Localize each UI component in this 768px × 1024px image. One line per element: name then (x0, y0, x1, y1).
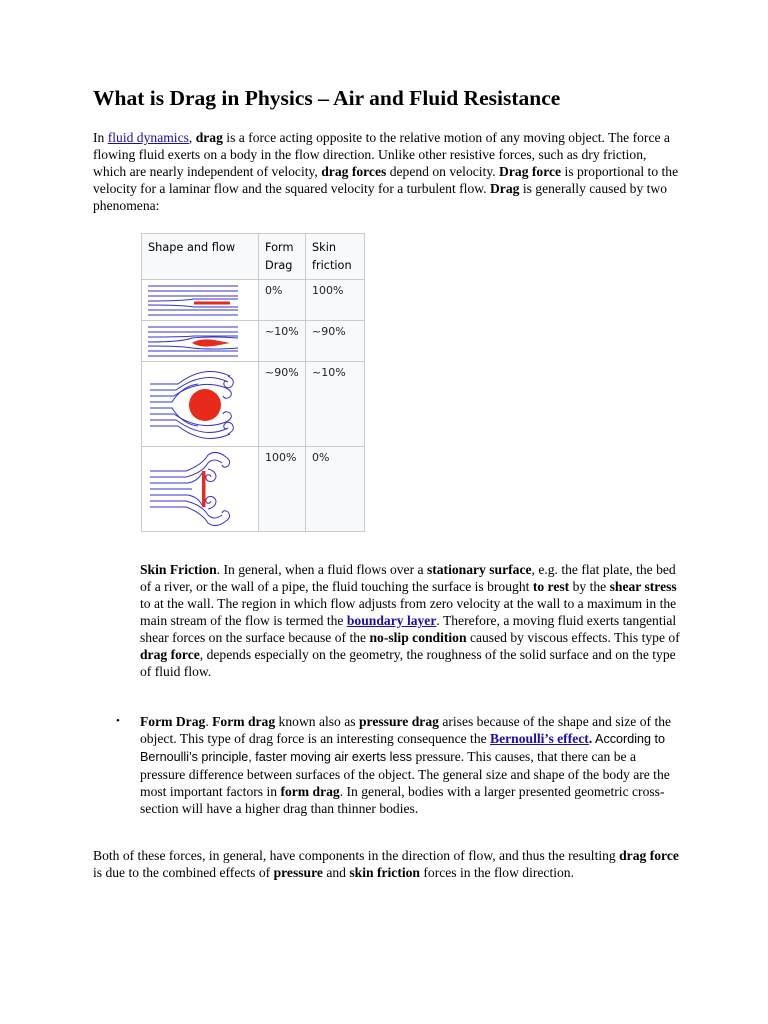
text: . (588, 731, 593, 746)
bold-term: form drag (280, 784, 340, 799)
shape-cell (142, 321, 259, 362)
flat-plate-parallel-flow-icon (142, 280, 246, 320)
bold-term: Drag force (499, 164, 562, 179)
intro-paragraph (93, 129, 683, 214)
text: by the (569, 579, 610, 594)
text: forces in the flow direction. (419, 865, 574, 880)
text: Both of these forces, in general, have components in the direction of flow, and thus the resulting (93, 848, 620, 863)
bernoulli-effect-link[interactable]: Bernoulli’s effect (490, 731, 589, 746)
skin-friction-value: 0% (306, 447, 365, 532)
bold-term: shear stress (609, 579, 677, 594)
skin-friction-value: 100% (306, 280, 365, 321)
bold-term: pressure (273, 865, 323, 880)
text: . In general, bodies with a larger presented geometric cross-section will have a higher drag than thinner bodies. (140, 784, 665, 816)
streamlined-body-flow-icon (142, 321, 246, 361)
text: to at the wall. The region in which flow adjusts from zero velocity at the wall to a maximum in the main stream of the flow is termed the (140, 596, 677, 628)
shape-cell (142, 362, 259, 447)
table-header-row (142, 234, 365, 280)
flat-plate-perpendicular-flow-icon (142, 447, 246, 531)
bold-term: drag forces (321, 164, 387, 179)
table-row (142, 321, 365, 362)
bold-term: Form drag (212, 714, 276, 729)
bold-term: stationary surface (426, 562, 532, 577)
form-drag-paragraph (140, 713, 680, 817)
skin-friction-value: ~10% (306, 362, 365, 447)
fluid-dynamics-link[interactable]: fluid dynamics (107, 130, 189, 145)
text: known also as (275, 714, 359, 729)
conclusion-paragraph (93, 847, 683, 881)
bold-term: drag force (619, 848, 679, 863)
text: . Therefore, a moving fluid exerts tangential shear forces on the surface because of the (140, 613, 677, 645)
form-drag-value: ~90% (259, 362, 306, 447)
sphere-flow-icon (142, 362, 246, 446)
text: . In general, when a fluid flows over a (216, 562, 427, 577)
section-term: Form Drag (140, 714, 206, 729)
form-drag-value: 100% (259, 447, 306, 532)
form-drag-value: ~10% (259, 321, 306, 362)
text: , (188, 130, 196, 145)
text: According to Bernoulli’s principle, faster moving air exerts less (140, 732, 666, 764)
table-row (142, 362, 365, 447)
boundary-layer-link[interactable]: boundary layer (346, 613, 437, 628)
bold-term: no-slip condition (369, 630, 467, 645)
text: caused by viscous effects. This type of (466, 630, 680, 645)
text: In (93, 130, 108, 145)
table-row (142, 447, 365, 532)
bold-term: drag (195, 130, 223, 145)
drag-components-table (141, 233, 365, 532)
bold-term: to rest (532, 579, 570, 594)
text: , e.g. the flat plate, the bed of a river, or the wall of a pipe, the fluid touching the surface is brought (140, 562, 676, 594)
text: arises because of the shape and size of the object. This type of drag force is an interesting consequence the (140, 714, 672, 746)
text: pressure. This causes, that there can be a pressure difference between surfaces of the object. The general size and shape of the body are the most important factors in (140, 749, 670, 799)
shape-cell (142, 280, 259, 321)
bold-term: drag force (140, 647, 200, 662)
skin-friction-paragraph (140, 561, 680, 680)
text: and (322, 865, 350, 880)
section-term: Skin Friction (140, 562, 217, 577)
bold-term: skin friction (349, 865, 420, 880)
form-drag-value: 0% (259, 280, 306, 321)
bullet-marker: • (116, 715, 120, 727)
text: , depends especially on the geometry, the roughness of the solid surface and on the type of fluid flow. (140, 647, 676, 679)
header-shape-and-flow: Shape and flow (142, 234, 259, 280)
text: is a force acting opposite to the relative motion of any moving object. The force a flowing fluid exerts on a body in the flow direction. Unlike other resistive forces, such as dry friction, which are nearly independent of velocity, (93, 130, 670, 179)
table-row (142, 280, 365, 321)
header-form-drag: Form Drag (259, 234, 306, 280)
text: . (205, 714, 213, 729)
shape-cell (142, 447, 259, 532)
text: is generally caused by two phenomena: (93, 181, 668, 213)
bold-term: pressure drag (358, 714, 439, 729)
skin-friction-value: ~90% (306, 321, 365, 362)
page-title: What is Drag in Physics – Air and Fluid Resistance (93, 86, 561, 110)
header-skin-friction: Skin friction (306, 234, 365, 280)
text: is due to the combined effects of (93, 865, 274, 880)
text: is proportional to the velocity for a laminar flow and the squared velocity for a turbulent flow. (93, 164, 679, 196)
text: depend on velocity. (386, 164, 500, 179)
bold-term: Drag (489, 181, 520, 196)
